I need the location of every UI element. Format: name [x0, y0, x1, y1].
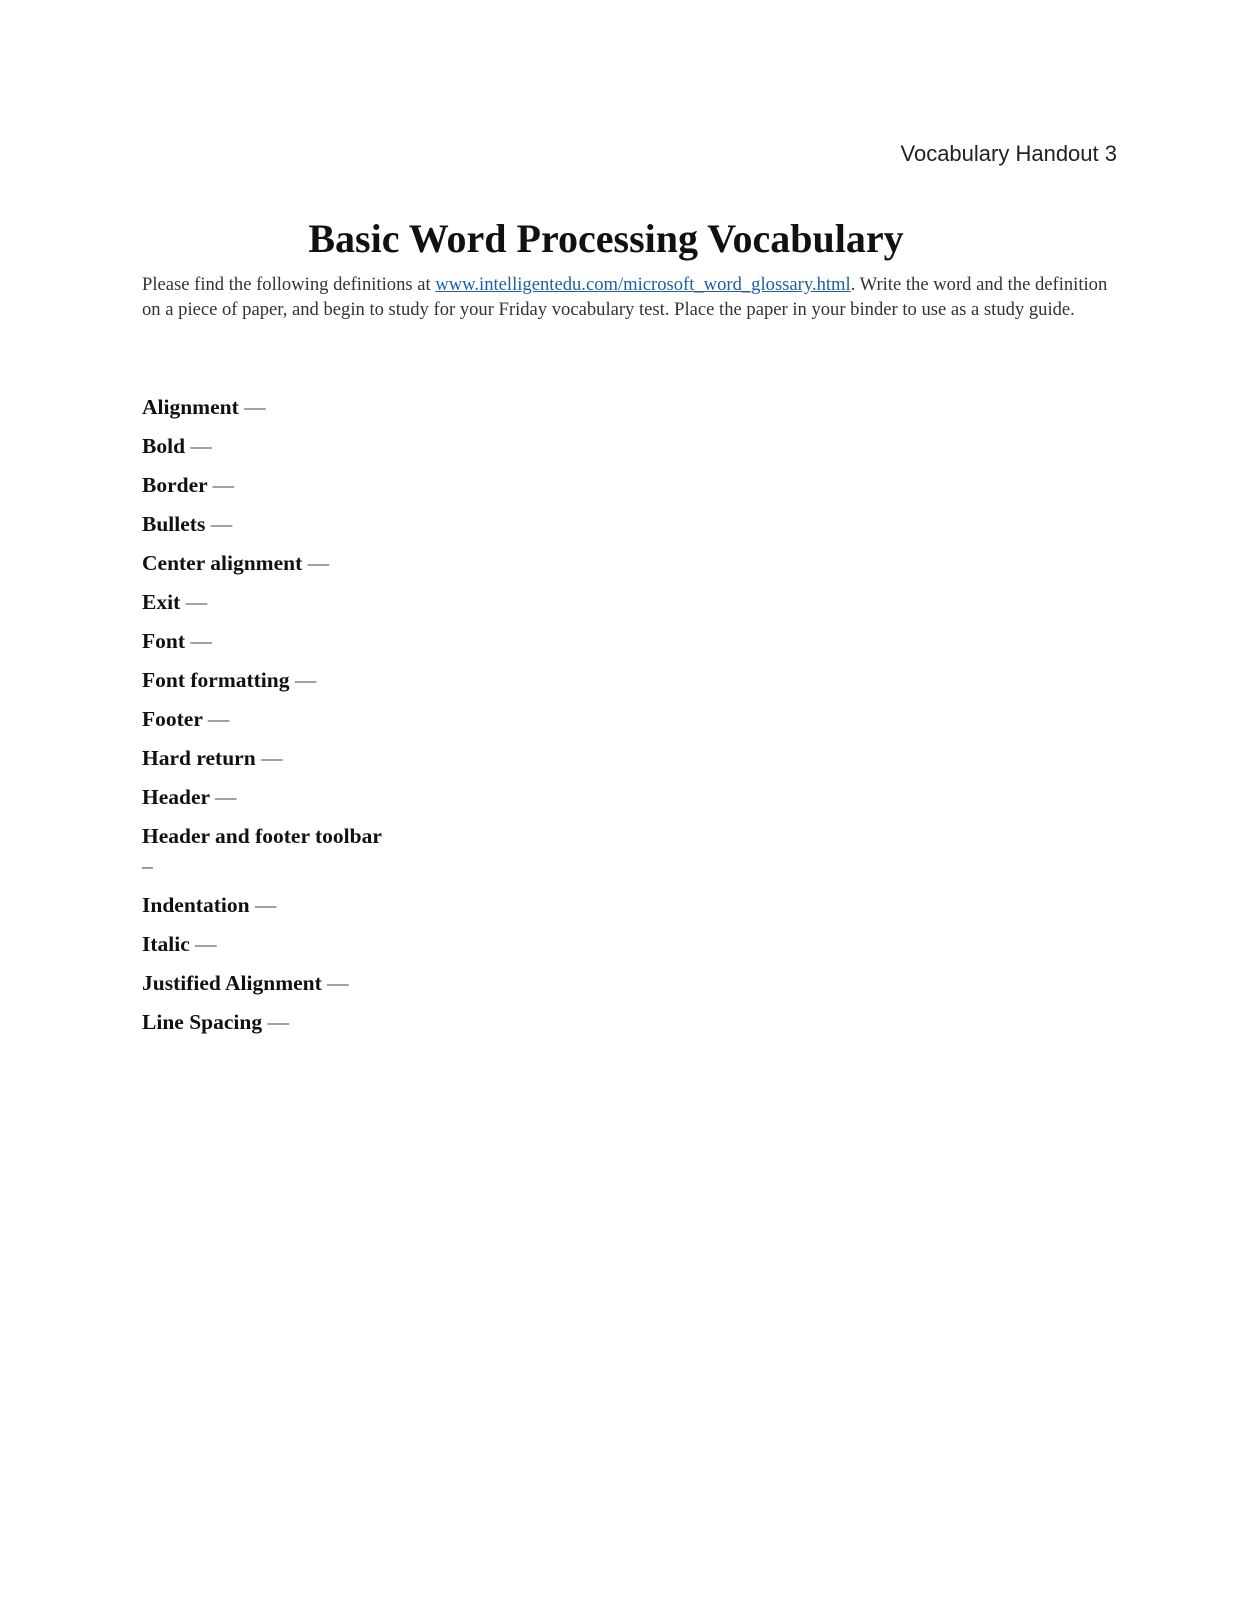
- vocabulary-list: [142, 392, 382, 1046]
- vocabulary-term: [142, 548, 382, 578]
- vocabulary-term: [142, 431, 382, 461]
- term-dash: –: [142, 854, 153, 878]
- vocabulary-term: [142, 626, 382, 656]
- term-dash: —: [207, 707, 230, 731]
- term-label: Font formatting: [142, 668, 290, 692]
- term-dash: —: [267, 1010, 289, 1034]
- glossary-link[interactable]: www.intelligentedu.com/microsoft_word_glossary.html: [435, 274, 851, 295]
- term-dash: —: [185, 590, 208, 614]
- term-dash: —: [210, 512, 233, 536]
- term-label: Font: [142, 629, 185, 653]
- term-dash: —: [254, 893, 277, 917]
- term-dash: —: [261, 746, 283, 770]
- term-dash: —: [190, 434, 212, 458]
- term-dash: —: [215, 785, 237, 809]
- vocabulary-term: [142, 392, 382, 422]
- page-title: Basic Word Processing Vocabulary: [308, 216, 904, 261]
- vocabulary-term: [142, 1007, 382, 1037]
- term-label: Border: [142, 473, 208, 497]
- term-label: Line Spacing: [142, 1010, 263, 1034]
- vocabulary-term: [142, 743, 382, 773]
- intro-text: Please find the following definitions at: [142, 274, 436, 295]
- term-label: Header: [142, 785, 210, 809]
- term-label: Justified Alignment: [142, 971, 322, 995]
- vocabulary-term: [142, 587, 382, 617]
- term-dash: —: [195, 932, 217, 956]
- term-dash: —: [244, 395, 266, 419]
- intro-text-continued: . Write the word and the definition on a piece of paper, and begin to study for your Friday vocabulary test. Place the paper in your binder to use as a study guide.: [142, 274, 1108, 320]
- term-dash: —: [212, 473, 235, 497]
- term-dash: —: [327, 971, 349, 995]
- vocabulary-term: [142, 665, 382, 695]
- intro-paragraph: [142, 272, 1117, 322]
- vocabulary-term: [142, 968, 382, 998]
- term-label: Bullets: [142, 512, 206, 536]
- term-dash: —: [307, 551, 330, 575]
- term-label: Exit: [142, 590, 181, 614]
- page-header-label: Vocabulary Handout 3: [900, 141, 1117, 166]
- vocabulary-term: [142, 821, 382, 881]
- term-label: Italic: [142, 932, 190, 956]
- term-label: Alignment: [142, 395, 239, 419]
- vocabulary-term: [142, 929, 382, 959]
- term-dash: —: [294, 668, 317, 692]
- vocabulary-term: [142, 890, 382, 920]
- term-label: Header and footer toolbar: [142, 824, 382, 848]
- vocabulary-term: [142, 782, 382, 812]
- term-label: Center alignment: [142, 551, 303, 575]
- term-dash: —: [190, 629, 212, 653]
- term-label: Indentation: [142, 893, 250, 917]
- term-label: Bold: [142, 434, 186, 458]
- vocabulary-term: [142, 704, 382, 734]
- term-label: Footer: [142, 707, 203, 731]
- vocabulary-term: [142, 509, 382, 539]
- term-label: Hard return: [142, 746, 256, 770]
- vocabulary-term: [142, 470, 382, 500]
